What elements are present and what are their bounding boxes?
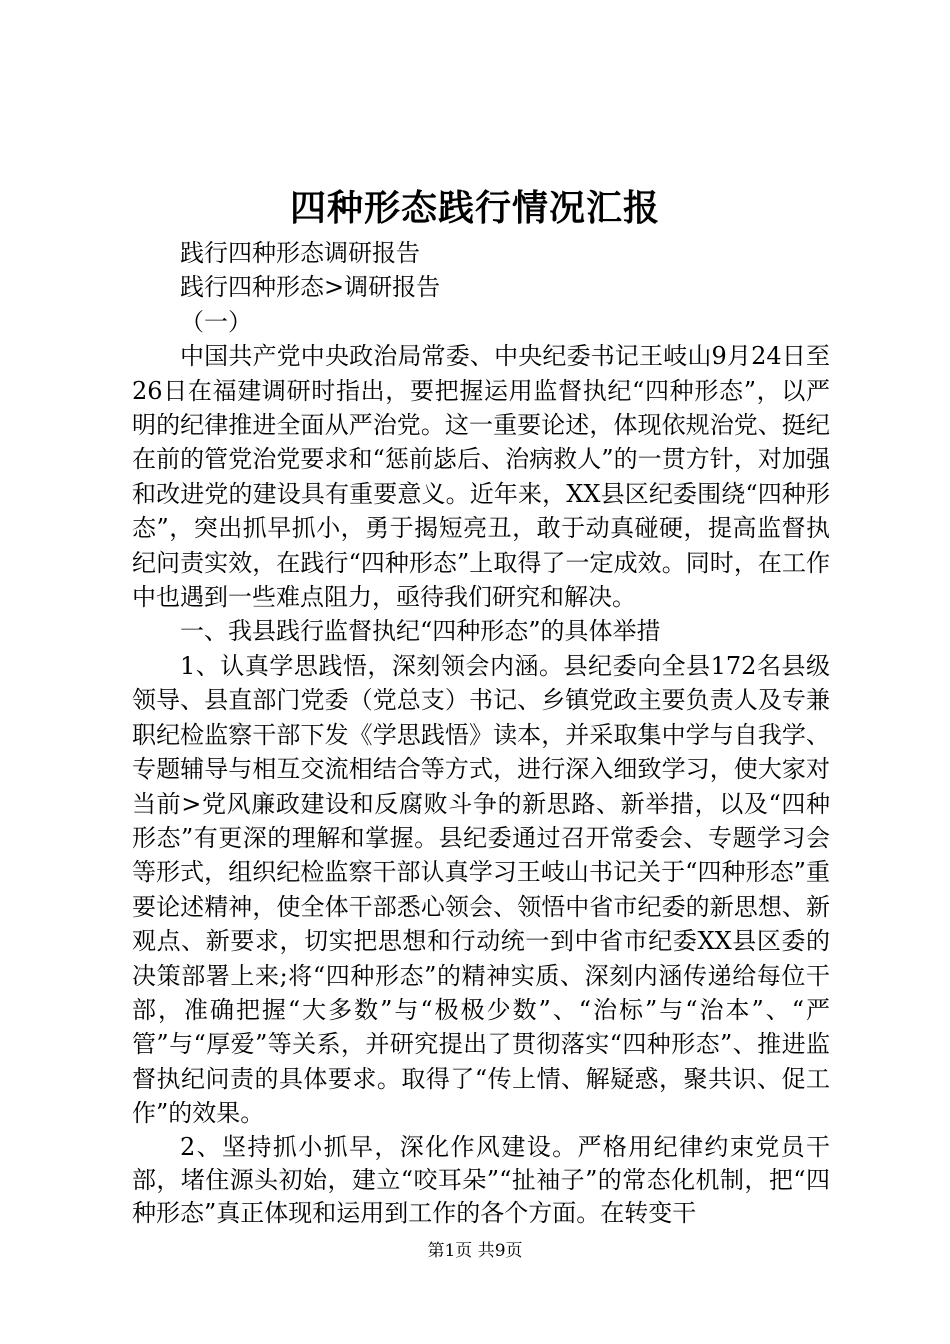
page-footer: 第1页 共9页 [427, 1241, 523, 1261]
document-title: 四种形态践行情况汇报 [289, 187, 660, 229]
document-body [132, 236, 830, 1230]
paragraph-heading-1: 一、我县践行监督执纪“四种形态”的具体举措 [180, 617, 661, 646]
paragraph-measure-2: 2、坚持抓小抓早，深化作风建设。严格用纪律约束党员干部，堵住源头初始，建立“咬耳朵”“扯袖子”的常态化机制，把“四种形态”真正体现和运用到工作的各个方面。在转变干 [132, 1132, 830, 1227]
paragraph-measure-1: 1、认真学思践悟，深刻领会内涵。县纪委向全县172名县级领导、县直部门党委（党总支）书记、乡镇党政主要负责人及专兼职纪检监察干部下发《学思践悟》读本，并采取集中学与自我学、专题辅导与相互交流相结合等方式，进行深入细致学习，使大家对当前>党风廉政建设和反腐败斗争的新思路、新举措，以及“四种形态”有更深的理解和掌握。县纪委通过召开常委会、专题学习会等形式，组织纪检监察干部认真学习王岐山书记关于“四种形态”重要论述精神，使全体干部悉心领会、领悟中省市纪委的新思想、新观点、新要求，切实把思想和行动统一到中省市纪委XX县区委的决策部署上来;将“四种形态”的精神实质、深刻内涵传递给每位干部，准确把握“大多数”与“极极少数”、“治标”与“治本”、“严管”与“厚爱”等关系，并研究提出了贯彻落实“四种形态”、推进监督执纪问责的具体要求。取得了“传上情、解疑惑，聚共识、促工作”的效果。 [132, 651, 830, 1128]
paragraph-subtitle-1: 践行四种形态调研报告 [180, 239, 420, 267]
paragraph-section-number: （一） [180, 307, 252, 336]
paragraph-subtitle-2: 践行四种形态>调研报告 [180, 273, 441, 302]
paragraph-intro: 中国共产党中央政治局常委、中央纪委书记王岐山9月24日至26日在福建调研时指出，要把握运用监督执纪“四种形态”，以严明的纪律推进全面从严治党。这一重要论述，体现依规治党、挺纪在前的管党治党要求和“惩前毖后、治病救人”的一贯方针，对加强和改进党的建设具有重要意义。近年来，XX县区纪委围绕“四种形态”，突出抓早抓小，勇于揭短亮丑，敢于动真碰硬，提高监督执纪问责实效，在践行“四种形态”上取得了一定成效。同时，在工作中也遇到一些难点阻力，亟待我们研究和解决。 [132, 342, 830, 612]
